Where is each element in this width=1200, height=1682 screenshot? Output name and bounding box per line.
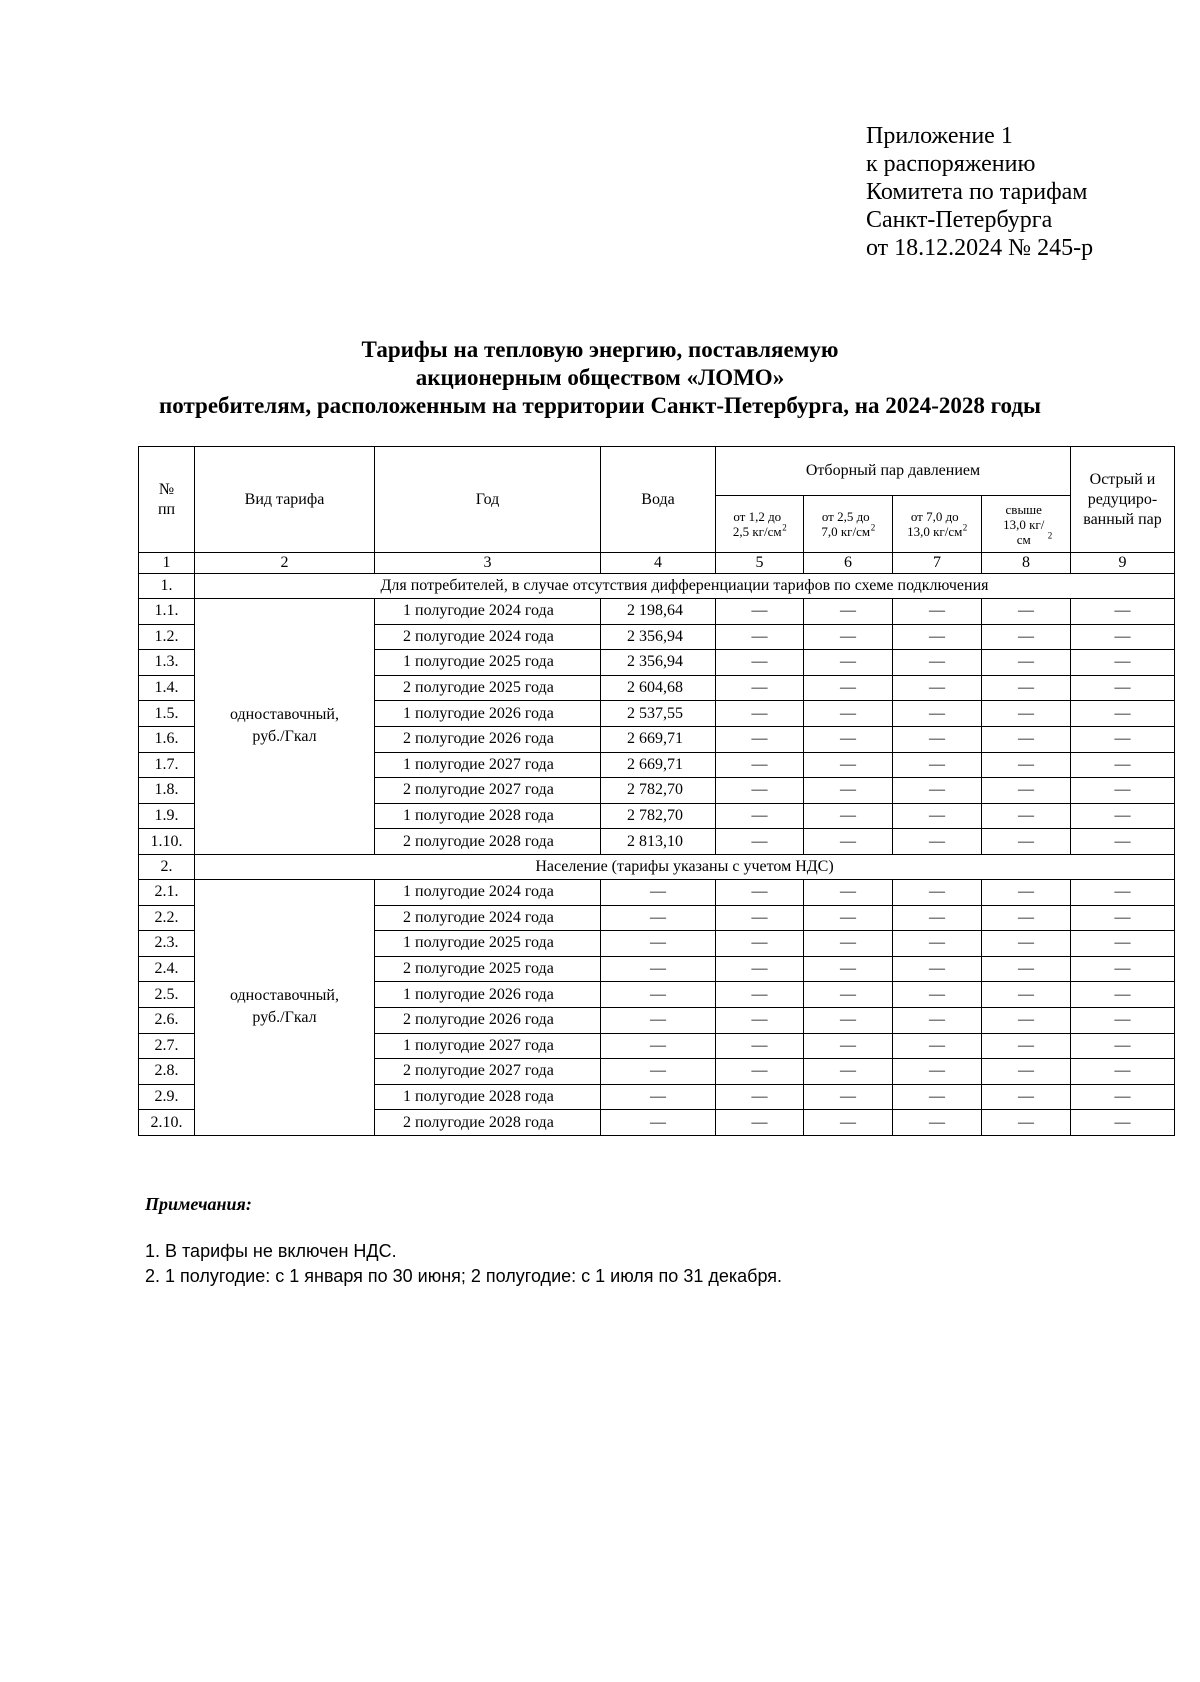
empty-value-dash: — xyxy=(716,1110,804,1136)
header-num-label: № пп xyxy=(157,480,176,518)
empty-value-dash: — xyxy=(982,701,1071,727)
empty-value-dash: — xyxy=(893,931,982,957)
row-number: 2.2. xyxy=(139,905,195,931)
empty-value-dash: — xyxy=(716,905,804,931)
empty-value-dash: — xyxy=(982,905,1071,931)
notes xyxy=(145,1192,782,1289)
column-number: 8 xyxy=(982,553,1071,574)
empty-value-dash: — xyxy=(893,879,982,905)
empty-value-dash: — xyxy=(982,879,1071,905)
empty-value-dash: — xyxy=(893,1059,982,1085)
empty-value-dash: — xyxy=(804,879,893,905)
empty-value-dash: — xyxy=(893,905,982,931)
empty-value-dash: — xyxy=(1071,752,1175,778)
empty-value-dash: — xyxy=(893,956,982,982)
empty-value-dash: — xyxy=(893,982,982,1008)
header-steam-group: Отборный пар давлением xyxy=(716,447,1071,496)
column-number: 6 xyxy=(804,553,893,574)
empty-value-dash: — xyxy=(804,701,893,727)
empty-value-dash: — xyxy=(804,829,893,855)
empty-value-dash: — xyxy=(716,879,804,905)
tariff-type-cell: одноставочный, руб./Гкал xyxy=(195,599,375,855)
water-value: 2 198,64 xyxy=(601,599,716,625)
row-number: 1.2. xyxy=(139,624,195,650)
empty-value-dash: — xyxy=(982,726,1071,752)
empty-value-dash: — xyxy=(716,1084,804,1110)
empty-value-dash: — xyxy=(982,675,1071,701)
empty-value-dash: — xyxy=(804,803,893,829)
tariff-table xyxy=(138,446,1175,1136)
row-number: 2.5. xyxy=(139,982,195,1008)
empty-value-dash: — xyxy=(804,752,893,778)
water-value: 2 604,68 xyxy=(601,675,716,701)
year-cell: 2 полугодие 2027 года xyxy=(375,1059,601,1085)
empty-value-dash: — xyxy=(804,905,893,931)
empty-value-dash: — xyxy=(982,982,1071,1008)
empty-value-dash: — xyxy=(804,1084,893,1110)
empty-value-dash: — xyxy=(1071,1084,1175,1110)
column-number: 3 xyxy=(375,553,601,574)
row-number: 2.7. xyxy=(139,1033,195,1059)
empty-value-dash: — xyxy=(716,650,804,676)
approval-line: Санкт-Петербурга xyxy=(866,207,1053,233)
empty-value-dash: — xyxy=(1071,905,1175,931)
empty-value-dash: — xyxy=(716,1033,804,1059)
empty-value-dash: — xyxy=(893,778,982,804)
empty-value-dash: — xyxy=(982,1084,1071,1110)
header-pressure-4-label: свыше 13,0 кг/см xyxy=(1003,501,1045,547)
year-cell: 1 полугодие 2026 года xyxy=(375,982,601,1008)
title-line: Тарифы на тепловую энергию, поставляемую xyxy=(361,337,839,362)
year-cell: 2 полугодие 2027 года xyxy=(375,778,601,804)
empty-value-dash: — xyxy=(1071,624,1175,650)
header-year: Год xyxy=(375,447,601,553)
empty-value-dash: — xyxy=(716,726,804,752)
header-pressure-1 xyxy=(716,496,804,553)
empty-value-dash: — xyxy=(804,778,893,804)
empty-value-dash: — xyxy=(893,803,982,829)
section-number: 2. xyxy=(139,854,195,879)
empty-value-dash: — xyxy=(1071,1007,1175,1033)
empty-value-dash: — xyxy=(716,701,804,727)
note-item: 1. В тарифы не включен НДС. xyxy=(145,1241,397,1261)
header-num xyxy=(139,447,195,553)
empty-value-dash: — xyxy=(804,726,893,752)
empty-value-dash: — xyxy=(804,1110,893,1136)
year-cell: 1 полугодие 2027 года xyxy=(375,1033,601,1059)
empty-value-dash: — xyxy=(982,931,1071,957)
empty-value-dash: — xyxy=(893,829,982,855)
empty-value-dash: — xyxy=(893,599,982,625)
water-value: — xyxy=(601,1033,716,1059)
water-value: — xyxy=(601,1007,716,1033)
water-value: — xyxy=(601,1059,716,1085)
empty-value-dash: — xyxy=(804,599,893,625)
empty-value-dash: — xyxy=(982,829,1071,855)
header-pressure-2 xyxy=(804,496,893,553)
empty-value-dash: — xyxy=(893,752,982,778)
empty-value-dash: — xyxy=(1071,829,1175,855)
empty-value-dash: — xyxy=(982,803,1071,829)
column-number: 5 xyxy=(716,553,804,574)
water-value: 2 813,10 xyxy=(601,829,716,855)
empty-value-dash: — xyxy=(716,829,804,855)
empty-value-dash: — xyxy=(1071,956,1175,982)
header-pressure-1-label: от 1,2 до 2,5 кг/см xyxy=(732,509,782,539)
section-header-row xyxy=(139,574,1175,599)
column-number: 4 xyxy=(601,553,716,574)
year-cell: 1 полугодие 2025 года xyxy=(375,931,601,957)
row-number: 2.8. xyxy=(139,1059,195,1085)
row-number: 1.1. xyxy=(139,599,195,625)
approval-line: Комитета по тарифам xyxy=(866,179,1088,205)
empty-value-dash: — xyxy=(716,778,804,804)
empty-value-dash: — xyxy=(716,675,804,701)
section-number: 1. xyxy=(139,574,195,599)
empty-value-dash: — xyxy=(982,650,1071,676)
approval-line: к распоряжению xyxy=(866,151,1036,177)
water-value: 2 537,55 xyxy=(601,701,716,727)
empty-value-dash: — xyxy=(716,982,804,1008)
year-cell: 2 полугодие 2024 года xyxy=(375,905,601,931)
empty-value-dash: — xyxy=(982,1007,1071,1033)
water-value: 2 669,71 xyxy=(601,726,716,752)
water-value: — xyxy=(601,905,716,931)
section-title: Для потребителей, в случае отсутствия дифференциации тарифов по схеме подключения xyxy=(195,574,1175,599)
header-pressure-4 xyxy=(982,496,1071,553)
year-cell: 1 полугодие 2027 года xyxy=(375,752,601,778)
year-cell: 1 полугодие 2028 года xyxy=(375,803,601,829)
empty-value-dash: — xyxy=(1071,982,1175,1008)
approval-line: от 18.12.2024 № 245-р xyxy=(866,235,1094,261)
sup: 2 xyxy=(962,522,968,533)
year-cell: 2 полугодие 2026 года xyxy=(375,726,601,752)
empty-value-dash: — xyxy=(716,624,804,650)
row-number: 2.4. xyxy=(139,956,195,982)
empty-value-dash: — xyxy=(893,650,982,676)
empty-value-dash: — xyxy=(982,752,1071,778)
empty-value-dash: — xyxy=(1071,778,1175,804)
year-cell: 2 полугодие 2025 года xyxy=(375,956,601,982)
empty-value-dash: — xyxy=(716,1007,804,1033)
empty-value-dash: — xyxy=(1071,931,1175,957)
row-number: 2.9. xyxy=(139,1084,195,1110)
note-item: 2. 1 полугодие: с 1 января по 30 июня; 2 полугодие: с 1 июля по 31 декабря. xyxy=(145,1266,782,1286)
year-cell: 1 полугодие 2025 года xyxy=(375,650,601,676)
row-number: 1.4. xyxy=(139,675,195,701)
row-number: 1.3. xyxy=(139,650,195,676)
water-value: 2 356,94 xyxy=(601,650,716,676)
sup: 2 xyxy=(870,522,876,533)
year-cell: 2 полугодие 2025 года xyxy=(375,675,601,701)
water-value: 2 782,70 xyxy=(601,778,716,804)
row-number: 2.1. xyxy=(139,879,195,905)
empty-value-dash: — xyxy=(1071,726,1175,752)
empty-value-dash: — xyxy=(893,1033,982,1059)
empty-value-dash: — xyxy=(982,1033,1071,1059)
row-number: 1.6. xyxy=(139,726,195,752)
year-cell: 2 полугодие 2028 года xyxy=(375,1110,601,1136)
row-number: 1.10. xyxy=(139,829,195,855)
empty-value-dash: — xyxy=(1071,803,1175,829)
column-number: 2 xyxy=(195,553,375,574)
header-pressure-3 xyxy=(893,496,982,553)
empty-value-dash: — xyxy=(804,956,893,982)
empty-value-dash: — xyxy=(982,956,1071,982)
table-row xyxy=(139,599,1175,625)
title-line: потребителям, расположенным на территории Санкт-Петербурга, на 2024-2028 годы xyxy=(159,393,1041,418)
year-cell: 1 полугодие 2026 года xyxy=(375,701,601,727)
empty-value-dash: — xyxy=(804,675,893,701)
section-header-row xyxy=(139,854,1175,879)
empty-value-dash: — xyxy=(804,931,893,957)
empty-value-dash: — xyxy=(716,599,804,625)
empty-value-dash: — xyxy=(982,778,1071,804)
empty-value-dash: — xyxy=(804,1007,893,1033)
water-value: 2 356,94 xyxy=(601,624,716,650)
water-value: — xyxy=(601,982,716,1008)
row-number: 2.6. xyxy=(139,1007,195,1033)
year-cell: 1 полугодие 2028 года xyxy=(375,1084,601,1110)
row-number: 2.10. xyxy=(139,1110,195,1136)
water-value: 2 669,71 xyxy=(601,752,716,778)
header-tariff-type: Вид тарифа xyxy=(195,447,375,553)
column-number: 1 xyxy=(139,553,195,574)
year-cell: 2 полугодие 2026 года xyxy=(375,1007,601,1033)
year-cell: 1 полугодие 2024 года xyxy=(375,879,601,905)
empty-value-dash: — xyxy=(716,752,804,778)
empty-value-dash: — xyxy=(804,624,893,650)
water-value: — xyxy=(601,1110,716,1136)
row-number: 1.8. xyxy=(139,778,195,804)
empty-value-dash: — xyxy=(893,675,982,701)
water-value: — xyxy=(601,931,716,957)
row-number: 1.7. xyxy=(139,752,195,778)
empty-value-dash: — xyxy=(982,624,1071,650)
empty-value-dash: — xyxy=(1071,1110,1175,1136)
empty-value-dash: — xyxy=(893,624,982,650)
empty-value-dash: — xyxy=(982,1059,1071,1085)
empty-value-dash: — xyxy=(804,1033,893,1059)
row-number: 2.3. xyxy=(139,931,195,957)
empty-value-dash: — xyxy=(982,1110,1071,1136)
sup: 2 xyxy=(782,522,787,533)
empty-value-dash: — xyxy=(804,650,893,676)
year-cell: 2 полугодие 2024 года xyxy=(375,624,601,650)
empty-value-dash: — xyxy=(804,982,893,1008)
empty-value-dash: — xyxy=(716,1059,804,1085)
empty-value-dash: — xyxy=(893,701,982,727)
empty-value-dash: — xyxy=(1071,599,1175,625)
row-number: 1.5. xyxy=(139,701,195,727)
empty-value-dash: — xyxy=(982,599,1071,625)
year-cell: 2 полугодие 2028 года xyxy=(375,829,601,855)
document-title xyxy=(0,336,1200,420)
empty-value-dash: — xyxy=(893,1007,982,1033)
empty-value-dash: — xyxy=(1071,701,1175,727)
empty-value-dash: — xyxy=(716,931,804,957)
empty-value-dash: — xyxy=(716,803,804,829)
notes-heading: Примечания: xyxy=(145,1194,252,1214)
table-row xyxy=(139,879,1175,905)
header-pressure-3-label: от 7,0 до 13,0 кг/см xyxy=(907,509,963,539)
water-value: 2 782,70 xyxy=(601,803,716,829)
empty-value-dash: — xyxy=(804,1059,893,1085)
empty-value-dash: — xyxy=(893,1084,982,1110)
empty-value-dash: — xyxy=(893,1110,982,1136)
tariff-type-cell: одноставочный, руб./Гкал xyxy=(195,879,375,1135)
column-number: 9 xyxy=(1071,553,1175,574)
header-water: Вода xyxy=(601,447,716,553)
water-value: — xyxy=(601,879,716,905)
empty-value-dash: — xyxy=(1071,1033,1175,1059)
row-number: 1.9. xyxy=(139,803,195,829)
empty-value-dash: — xyxy=(716,956,804,982)
empty-value-dash: — xyxy=(893,726,982,752)
year-cell: 1 полугодие 2024 года xyxy=(375,599,601,625)
empty-value-dash: — xyxy=(1071,879,1175,905)
header-sharp-label: Острый и редуциро-ванный пар xyxy=(1083,470,1162,528)
section-title: Население (тарифы указаны с учетом НДС) xyxy=(195,854,1175,879)
sup: 2 xyxy=(1047,530,1053,541)
empty-value-dash: — xyxy=(1071,1059,1175,1085)
empty-value-dash: — xyxy=(1071,650,1175,676)
column-number: 7 xyxy=(893,553,982,574)
water-value: — xyxy=(601,956,716,982)
header-sharp-steam xyxy=(1071,447,1175,553)
empty-value-dash: — xyxy=(1071,675,1175,701)
title-line: акционерным обществом «ЛОМО» xyxy=(415,365,785,390)
approval-block xyxy=(866,122,1093,262)
header-pressure-2-label: от 2,5 до 7,0 кг/см xyxy=(821,509,871,539)
approval-line: Приложение 1 xyxy=(866,123,1013,149)
water-value: — xyxy=(601,1084,716,1110)
